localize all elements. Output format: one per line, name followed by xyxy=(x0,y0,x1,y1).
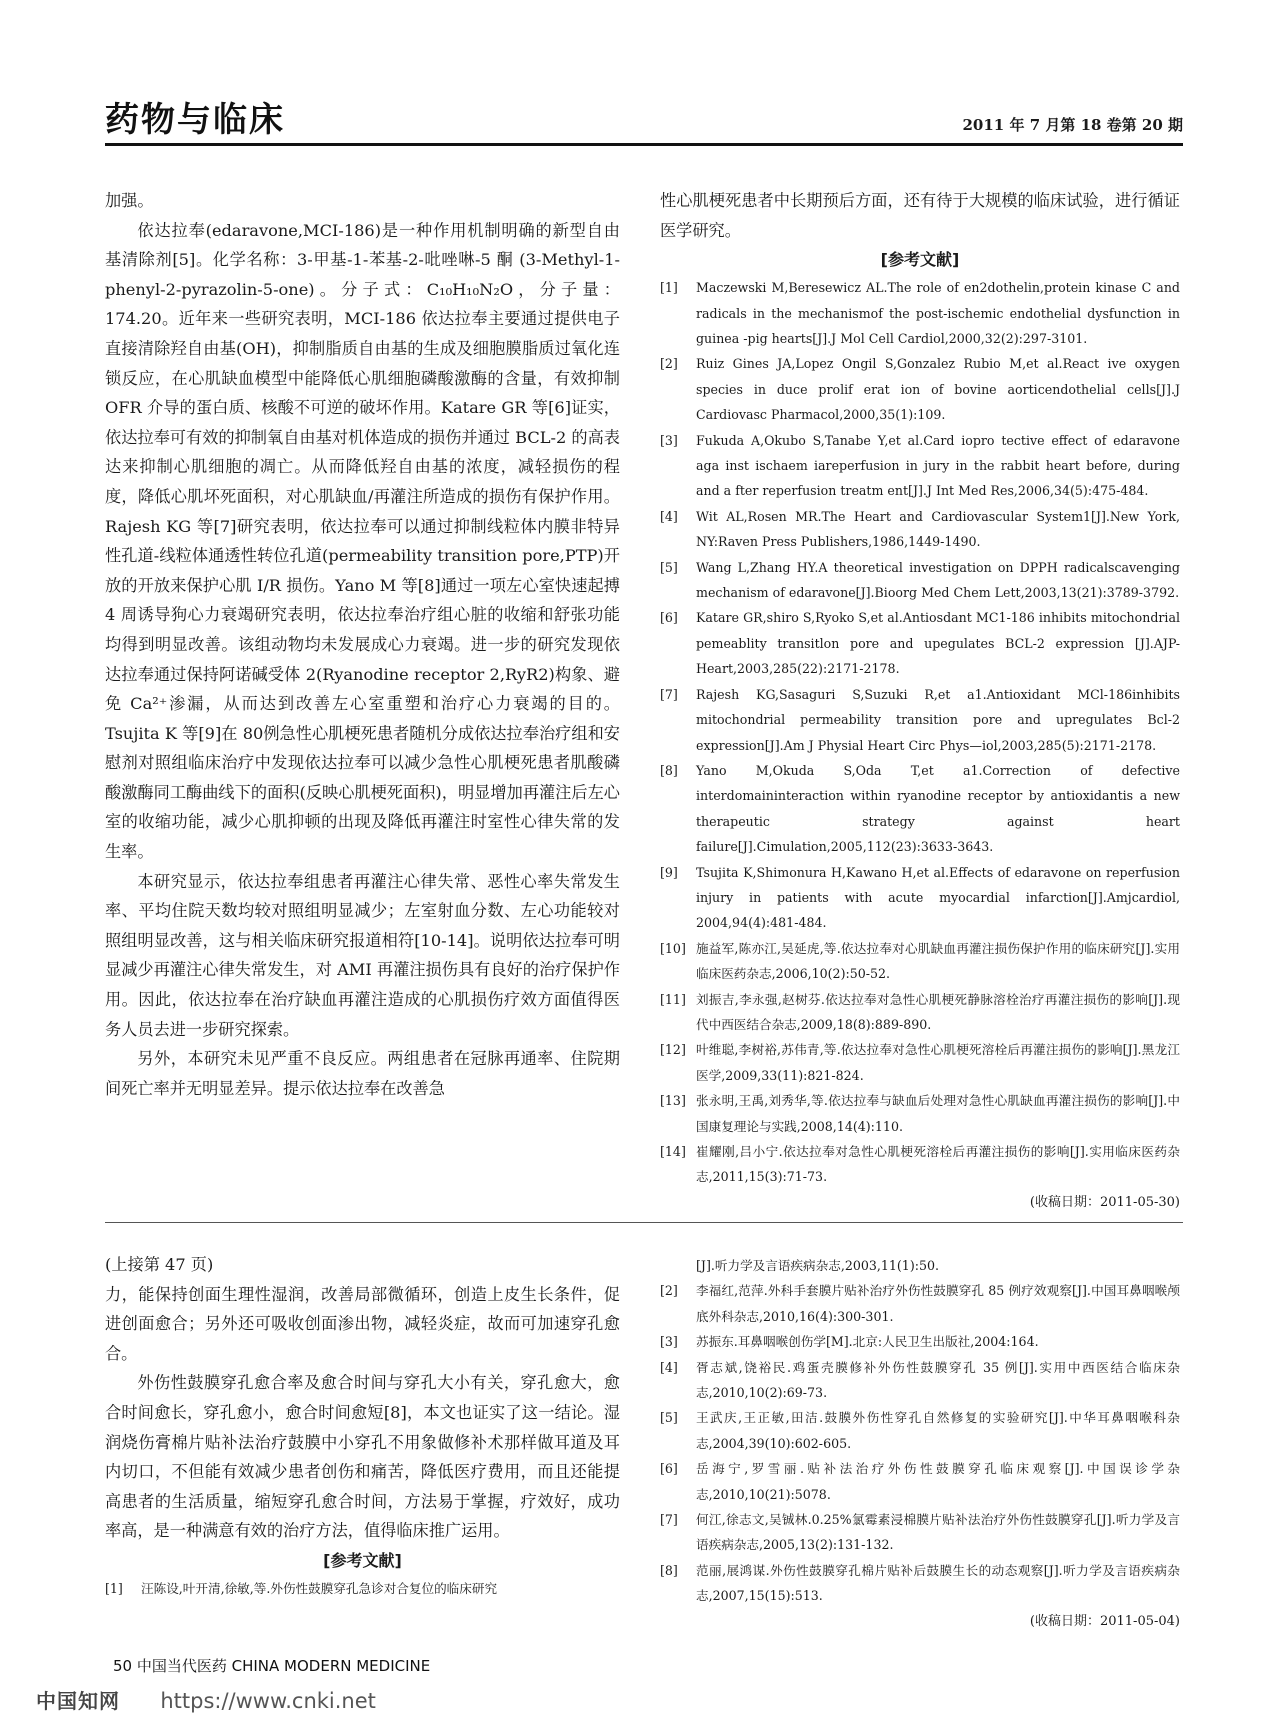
reference-item xyxy=(660,1139,1180,1190)
reference-number: [10] xyxy=(660,940,686,956)
reference-number: [5] xyxy=(660,559,678,575)
reference-text: 崔耀刚,吕小宁.依达拉奉对急性心肌梗死溶栓后再灌注损伤的影响[J].实用临床医药杂志,2011,15(3):71-73. xyxy=(696,1144,1180,1185)
reference-number: [2] xyxy=(660,356,678,372)
reference-number: [13] xyxy=(660,1093,686,1109)
reference-item xyxy=(660,1405,1180,1456)
reference-item xyxy=(105,1576,620,1601)
reference-number: [2] xyxy=(660,1283,678,1299)
reference-text: 刘振吉,李永强,赵树芬.依达拉奉对急性心肌梗死静脉溶栓治疗再灌注损伤的影响[J].现代中西医结合杂志,2009,18(8):889-890. xyxy=(696,991,1180,1032)
reference-text: 岳海宁,罗雪丽.贴补法治疗外伤性鼓膜穿孔临床观察[J].中国误诊学杂志,2010,10(21):5078. xyxy=(696,1461,1180,1502)
reference-text: 范丽,展鸿谋.外伤性鼓膜穿孔棉片贴补后鼓膜生长的动态观察[J].听力学及言语疾病杂志,2007,15(15):513. xyxy=(696,1562,1180,1604)
reference-text: Maczewski M,Beresewicz AL.The role of en2dothelin,protein kinase C and radicals in the mechanismof the post-ischemic endothelial dysfunction in guinea -pig hearts[J].J Mol Cell Cardiol,2000,32(2):297-3101. xyxy=(696,280,1180,346)
reference-number: [6] xyxy=(660,1461,678,1477)
continued-note: (上接第 47 页) xyxy=(105,1255,214,1274)
reference-text: Katare GR,shiro S,Ryoko S,et al.Antiosdant MC1-186 inhibits mitochondrial pemeablity transitlon pore and upegulates BCL-2 expression [J].AJP-Heart,2003,285(22):2171-2178. xyxy=(696,610,1180,677)
reference-list xyxy=(660,1253,1180,1609)
reference-item xyxy=(660,1507,1180,1558)
reference-text: [J].听力学及言语疾病杂志,2003,11(1):50. xyxy=(696,1258,940,1273)
reference-text: 叶维聪,李树裕,苏伟青,等.依达拉奉对急性心肌梗死溶栓后再灌注损伤的影响[J].黑龙江医学,2009,33(11):821-824. xyxy=(696,1042,1180,1083)
reference-number: [3] xyxy=(660,432,678,448)
reference-item xyxy=(660,555,1180,606)
reference-text: 胥志斌,饶裕民.鸡蛋壳膜修补外伤性鼓膜穿孔 35 例[J].实用中西医结合临床杂志,2010,10(2):69-73. xyxy=(696,1359,1180,1401)
reference-text: 张永明,王禹,刘秀华,等.依达拉奉与缺血后处理对急性心肌缺血再灌注损伤的影响[J].中国康复理论与实践,2008,14(4):110. xyxy=(696,1093,1180,1134)
reference-text: 王武庆,王正敏,田洁.鼓膜外伤性穿孔自然修复的实验研究[J].中华耳鼻咽喉科杂志,2004,39(10):602-605. xyxy=(696,1410,1180,1451)
reference-text: Fukuda A,Okubo S,Tanabe Y,et al.Card iopro tective effect of edaravone aga inst ischaem iareperfusion in jury in the rabbit heart before, during and a fter reperfusion treatm ent[J].J Int Med Res,2006,34(5):475-484. xyxy=(696,432,1180,499)
reference-item xyxy=(660,936,1180,987)
reference-item xyxy=(660,1355,1180,1406)
reference-number xyxy=(660,1253,696,1278)
section-divider xyxy=(105,1222,1183,1223)
reference-text: 苏振东.耳鼻咽喉创伤学[M].北京:人民卫生出版社,2004:164. xyxy=(696,1334,1039,1350)
reference-text: Yano M,Okuda S,Oda T,et a1.Correction of defective interdomaininteraction within ryanodine receptor by antioxidantis a new therapeutic strategy against heart failure[J].Cimulation,2005,112(23):3633-3643. xyxy=(696,762,1180,855)
reference-number: [5] xyxy=(660,1410,678,1426)
reference-item xyxy=(660,1037,1180,1088)
cnki-logo: 中国知网 xyxy=(36,1689,120,1713)
reference-item xyxy=(660,1253,1180,1278)
reference-number: [1] xyxy=(660,280,678,296)
reference-text: Wang L,Zhang HY.A theoretical investigation on DPPH radicalscavenging mechanism of edaravone[J].Bioorg Med Chem Lett,2003,13(21):3789-3792. xyxy=(696,559,1180,601)
reference-number: [8] xyxy=(660,762,678,778)
body-paragraph: 依达拉奉(edaravone,MCI-186)是一种作用机制明确的新型自由基清除剂[5]。化学名称：3-甲基-1-苯基-2-吡唑啉-5 酮 (3-Methyl-1-phenyl-2-pyrazolin-5-one)。分子式：C₁₀H₁₀N₂O，分子量：174.20。近年来一些研究表明，MCI-186 依达拉奉主要通过提供电子直接清除羟自由基(OH)，抑制脂质自由基的生成及细胞膜脂质过氧化连锁反应，在心肌缺血模型中能降低心肌细胞磷酸激酶的含量，有效抑制 OFR 介导的蛋白质、核酸不可逆的破坏作用。Katare GR 等[6]证实，依达拉奉可有效的抑制氧自由基对机体造成的损伤并通过 BCL-2 的高表达来抑制心肌细胞的凋亡。从而降低羟自由基的浓度，减轻损伤的程度，降低心肌坏死面积，对心肌缺血/再灌注所造成的损伤有保护作用。Rajesh KG 等[7]研究表明，依达拉奉可以通过抑制线粒体内膜非特异性孔道-线粒体通透性转位孔道(permeability transition pore,PTP)开放的开放来保护心肌 I/R 损伤。Yano M 等[8]通过一项左心室快速起搏 4 周诱导狗心力衰竭研究表明，依达拉奉治疗组心脏的收缩和舒张功能均得到明显改善。该组动物均未发展成心力衰竭。进一步的研究发现依达拉奉通过保持阿诺碱受体 2(Ryanodine receptor 2,RyR2)构象、避免 Ca²⁺渗漏，从而达到改善左心室重塑和治疗心力衰竭的目的。Tsujita K 等[9]在 80例急性心肌梗死患者随机分成依达拉奉治疗组和安慰剂对照组临床治疗中发现依达拉奉可以减少急性心肌梗死患者肌酸磷酸激酶同工酶曲线下的面积(反映心肌梗死面积)，明显增加再灌注后左心室的收缩功能，减少心肌抑顿的出现及降低再灌注时室性心律失常的发生率。 xyxy=(105,220,620,862)
reference-number: [12] xyxy=(660,1042,686,1058)
reference-text: Rajesh KG,Sasaguri S,Suzuki R,et a1.Antioxidant MCl-186inhibits mitochondrial permeability transition pore and upregulates Bcl-2 expression[J].Am J Physial Heart Circ Phys—iol,2003,285(5):2171-2178. xyxy=(696,686,1180,753)
reference-text: Wit AL,Rosen MR.The Heart and Cardiovascular System1[J].New York, NY:Raven Press Publishers,1986,1449-1490. xyxy=(696,508,1180,550)
reference-text: 汪陈设,叶开清,徐敏,等.外伤性鼓膜穿孔急诊对合复位的临床研究 xyxy=(141,1580,498,1596)
reference-text: 何江,徐志文,吴铖林.0.25%氯霉素浸棉膜片贴补法治疗外伤性鼓膜穿孔[J].听力学及言语疾病杂志,2005,13(2):131-132. xyxy=(696,1512,1180,1553)
body-paragraph: 本研究显示，依达拉奉组患者再灌注心律失常、恶性心率失常发生率、平均住院天数均较对照组明显减少；左室射血分数、左心功能较对照组明显改善，这与相关临床研究报道相符[10-14]。说明依达拉奉可明显减少再灌注心律失常发生，对 AMI 再灌注损伤具有良好的治疗保护作用。因此，依达拉奉在治疗缺血再灌注造成的心肌损伤疗效方面值得医务人员去进一步研究探索。 xyxy=(105,871,620,1039)
reference-number: [4] xyxy=(660,508,678,524)
reference-item xyxy=(660,860,1180,936)
journal-title: 药物与临床 xyxy=(105,100,285,140)
reference-number: [7] xyxy=(660,686,678,702)
reference-item xyxy=(660,428,1180,504)
lower-right-column xyxy=(660,1253,1180,1635)
reference-item xyxy=(660,1558,1180,1609)
reference-number: [1] xyxy=(105,1580,123,1596)
body-paragraph: 加强。 xyxy=(105,191,154,210)
reference-item xyxy=(660,1456,1180,1507)
reference-text: 施益军,陈亦江,吴延虎,等.依达拉奉对心肌缺血再灌注损伤保护作用的临床研究[J].实用临床医药杂志,2006,10(2):50-52. xyxy=(696,940,1180,982)
body-paragraph: 外伤性鼓膜穿孔愈合率及愈合时间与穿孔大小有关，穿孔愈大，愈合时间愈长，穿孔愈小，愈合时间愈短[8]，本文也证实了这一结论。湿润烧伤膏棉片贴补法治疗鼓膜中小穿孔不用象做修补术那样做耳道及耳内切口，不但能有效减少患者创伤和痛苦，降低医疗费用，而且还能提高患者的生活质量，缩短穿孔愈合时间，方法易于掌握，疗效好，成功率高，是一种满意有效的治疗方法，值得临床推广运用。 xyxy=(105,1373,620,1541)
upper-left-column xyxy=(105,186,620,1103)
lower-left-column xyxy=(105,1250,620,1601)
reference-item xyxy=(660,1088,1180,1139)
reference-item xyxy=(660,987,1180,1038)
reference-item xyxy=(660,1329,1180,1354)
reference-item xyxy=(660,275,1180,351)
reference-item xyxy=(660,351,1180,427)
reference-number: [4] xyxy=(660,1359,678,1375)
reference-text: Ruiz Gines JA,Lopez Ongil S,Gonzalez Rubio M,et al.React ive oxygen species in duce prolif erat ion of bovine aorticendothelial cells[J].J Cardiovasc Pharmacol,2000,35(1):109. xyxy=(696,356,1180,423)
reference-number: [9] xyxy=(660,864,678,880)
reference-text: 李福红,范萍.外科手套膜片贴补治疗外伤性鼓膜穿孔 85 例疗效观察[J].中国耳鼻咽喉颅底外科杂志,2010,16(4):300-301. xyxy=(696,1283,1180,1324)
reference-number: [6] xyxy=(660,610,678,626)
received-date: (收稿日期：2011-05-04) xyxy=(1029,1613,1180,1629)
reference-item xyxy=(660,682,1180,758)
header-rule xyxy=(105,143,1183,146)
body-paragraph: 力，能保持创面生理性湿润，改善局部微循环，创造上皮生长条件，促进创面愈合；另外还可吸收创面渗出物，减轻炎症，故而可加速穿孔愈合。 xyxy=(105,1284,620,1363)
reference-item xyxy=(660,605,1180,681)
reference-item xyxy=(660,504,1180,555)
upper-right-column xyxy=(660,186,1180,1216)
reference-number: [7] xyxy=(660,1512,678,1528)
reference-list xyxy=(105,1576,620,1601)
issue-info: 2011 年 7 月第 18 卷第 20 期 xyxy=(962,116,1183,134)
references-heading: [参考文献] xyxy=(880,250,960,270)
body-paragraph: 另外，本研究未见严重不良反应。两组患者在冠脉再通率、住院期间死亡率并无明显差异。提示依达拉奉在改善急 xyxy=(105,1049,620,1098)
received-date: (收稿日期：2011-05-30) xyxy=(1029,1194,1180,1210)
reference-item xyxy=(660,758,1180,860)
page-footer: 50 中国当代医药 CHINA MODERN MEDICINE xyxy=(113,1657,431,1675)
reference-list xyxy=(660,275,1180,1190)
reference-number: [8] xyxy=(660,1562,678,1578)
body-paragraph: 性心肌梗死患者中长期预后方面，还有待于大规模的临床试验，进行循证医学研究。 xyxy=(660,191,1180,240)
watermark xyxy=(36,1685,376,1714)
reference-item xyxy=(660,1278,1180,1329)
references-heading: [参考文献] xyxy=(323,1550,402,1570)
reference-number: [14] xyxy=(660,1144,686,1159)
reference-number: [3] xyxy=(660,1334,678,1350)
reference-text: Tsujita K,Shimonura H,Kawano H,et al.Effects of edaravone on reperfusion injury in patients with acute myocardial infarction[J].Amjcardiol, 2004,94(4):481-484. xyxy=(696,864,1180,931)
cnki-url: https://www.cnki.net xyxy=(160,1689,376,1713)
reference-number: [11] xyxy=(660,991,686,1007)
